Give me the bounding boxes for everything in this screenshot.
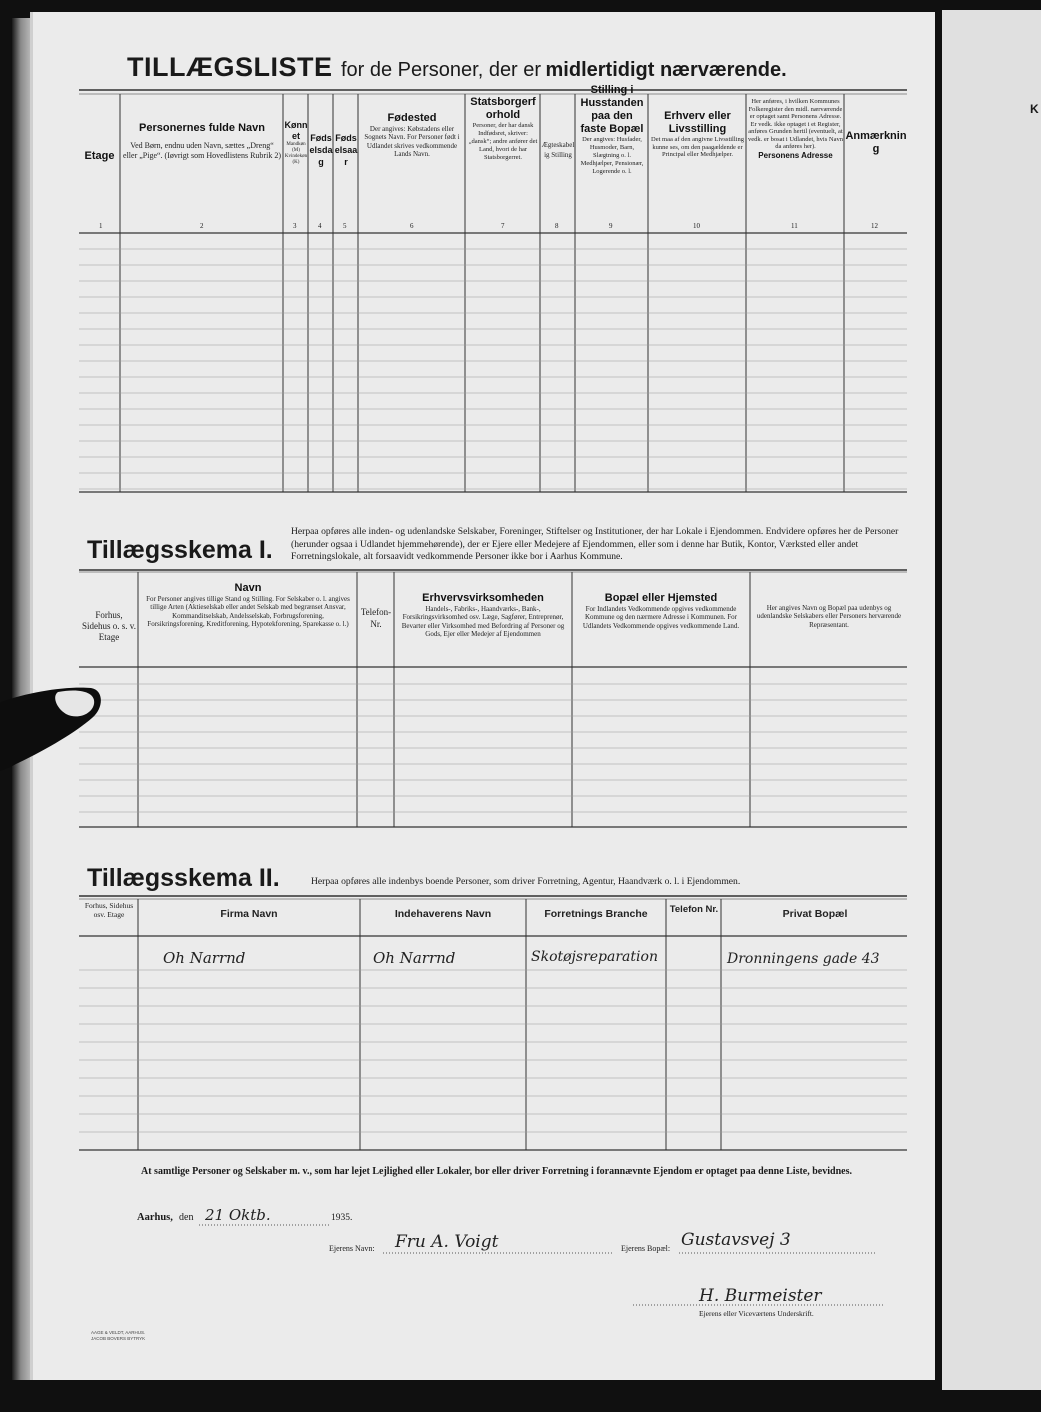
date-handwritten: 21 Oktb. [205,1206,271,1224]
f1-num: 1 [99,222,103,230]
f2-col-navn: Navn For Personer angives tillige Stand og Stilling. For Selskaber o. l. angives tillige Arten (Aktieselskab eller andet Selskab med begrænset Ansvar, Kommanditselskab, Andelsselskab, Forbrugsforening, Forsikringsforening, Kreditforening, Hypotekforening, Sparekasse o. l.) [146,582,350,629]
signature-label: Ejerens eller Viceværtens Underskrift. [699,1309,814,1318]
f1-num: 4 [318,222,322,230]
signature-underline [633,1304,883,1307]
form3-intro: Herpaa opføres alle indenbys boende Personer, som driver Forretning, Agentur, Haandværk o. l. i Ejendommen. [311,876,741,887]
owner-name-label: Ejerens Navn: [329,1244,375,1253]
owner-name-underline [383,1252,613,1255]
f3-col-etage: Forhus, Sidehus osv. Etage [84,901,134,919]
f1-col-fodested: Fødested Der angives: Købstadens eller Sognets Navn. For Personer født i Udlandet skrives vedkommende Lands Navn. [364,112,460,159]
f1-num: 10 [693,222,700,230]
f1-col-erhverv: Erhverv eller Livsstilling Det maa af den angivne Livsstilling kunne ses, om den paagældende er Principal eller Medhjælper. [651,110,744,158]
f2-col-telefon: Telefon-Nr. [360,607,392,629]
form3-grid [33,12,935,1412]
owner-name-handwritten: Fru A. Voigt [395,1232,499,1252]
f3-indehaver-value: Oh Narrnd [373,949,456,967]
signature-handwritten: H. Burmeister [699,1286,822,1306]
f1-num: 9 [609,222,613,230]
form1-title-bold: TILLÆGSLISTE [127,52,333,82]
f1-col-navn: Personernes fulde Navn Ved Børn, endnu uden Navn, sættes „Dreng“ eller „Pige“. (Iøvrigt som Hovedlistens Rubrik 2) [123,122,281,160]
form2-intro: Herpaa opføres alle inden- og udenlandske Selskaber, Foreninger, Stiftelser og Institutioner, der har Lokale i Ejendommen. Endvidere opføres her de Personer (herunder ogsaa i Udlandet hjemmehørende), der er Ejere eller Medejere af Ejendommen, eller som i denne har Butik, Kontor, Værksted eller andet Forretningslokale, alt forsaavidt vedkommende Personer ikke bor i Aarhus Kommune. [291,526,899,562]
f1-num: 12 [871,222,878,230]
f1-col-konnet: Kønnet Mandkøn (M) Kvindekøn (K) [284,120,308,165]
f1-num: 7 [501,222,505,230]
declaration-text: At samtlige Personer og Selskaber m. v., som har lejet Lejlighed eller Lokaler, bor eller driver Forretning i forannævnte Ejendom er optaget paa denne Liste, bevidnes. [141,1166,852,1177]
form1-title-middle: for de Personer, der er [340,59,542,81]
form1-title-end: midlertidigt nærværende. [545,59,787,81]
printer-imprint: AAGE & VELDT, AARHUS. JACOB BOVERS BYTRYK [91,1330,146,1341]
owner-address-underline [679,1252,875,1255]
den-label: den [179,1212,194,1223]
f2-col-etage: Forhus, Sidehus o. s. v. Etage [82,610,136,642]
adjacent-page [942,10,1041,1390]
form-page [30,12,935,1380]
owner-address-label: Ejerens Bopæl: [621,1244,671,1253]
f1-col-stilling: Stilling i Husstanden paa den faste Bopæl Der angives: Husfader, Husmoder, Barn, Slægtning o. l. Medhjælper, Pensionær, Logerende o. l. [580,84,644,175]
f3-col-telefon: Telefon Nr. [669,904,719,915]
f1-col-aegteskab: Ægteskabelig Stilling [541,141,575,159]
f2-col-erhverv: Erhvervsvirksomheden Handels-, Fabriks-, Haandværks-, Bank-, Forsikringsvirksomhed osv. Læge, Sagfører, Entreprenør, Bevarter eller Virksomhed med Befordring af Personer og Gods, Ejer eller Medejer af Ejendommen [401,592,565,639]
thumb-shadow [0,684,104,774]
adjacent-page-letter: K [1030,102,1039,116]
f1-col-fodselsaar: Fødselsaar [334,133,358,167]
f3-branche-value: Skotøjsreparation [531,949,658,965]
f3-bopael-value: Dronningens gade 43 [727,951,880,967]
f1-num: 2 [200,222,204,230]
f1-num: 5 [343,222,347,230]
f1-col-statsborger: Statsborgerforhold Personer, der har dansk Indfødsret, skriver: „dansk“; andre anfører det Land, hvori de har Statsborgerret. [468,96,538,161]
form2-title: Tillægsskema I. [87,536,273,564]
year-label: 1935. [331,1213,353,1223]
f1-col-fodselsdag: Fødselsdag [309,133,333,167]
form3-title: Tillægsskema II. [87,864,280,892]
city-label: Aarhus, [137,1212,173,1223]
f1-num: 3 [293,222,297,230]
f3-col-indehaver: Indehaverens Navn [394,908,492,920]
f2-col-bopael: Bopæl eller Hjemsted For Indlandets Vedkommende opgives vedkommende Kommune og den nærmere Adresse i Kommunen. For Udlandets Vedkommende opgives vedkommende Land. [582,592,740,630]
f1-col-anmaerkning: Anmærkning [845,130,907,155]
f3-col-firma: Firma Navn [220,908,278,920]
f1-num: 11 [791,222,798,230]
f3-col-bopael: Privat Bopæl [782,908,848,920]
f1-col-etage: Etage [84,150,115,162]
date-underline [199,1224,331,1227]
f3-col-branche: Forretnings Branche [544,908,648,920]
owner-address-handwritten: Gustavsvej 3 [681,1230,791,1250]
f3-firma-value: Oh Narrnd [163,949,246,967]
f1-num: 8 [555,222,559,230]
f1-col-adresse: Her anføres, i hvilken Kommunes Folkeregister den midl. nærværende er optaget samt Personens Adresse. Er vedk. ikke optaget i et Register, anføres Grunden hertil (eventuelt, at vedk. er bosat i Udlandet, hvis Navn da anføres her). Personens Adresse [748,98,843,160]
f2-col-repraesentant: Her angives Navn og Bopæl paa udenbys og udenlandske Selskabers eller Personers herværende Repræsentant. [756,604,902,629]
f1-num: 6 [410,222,414,230]
